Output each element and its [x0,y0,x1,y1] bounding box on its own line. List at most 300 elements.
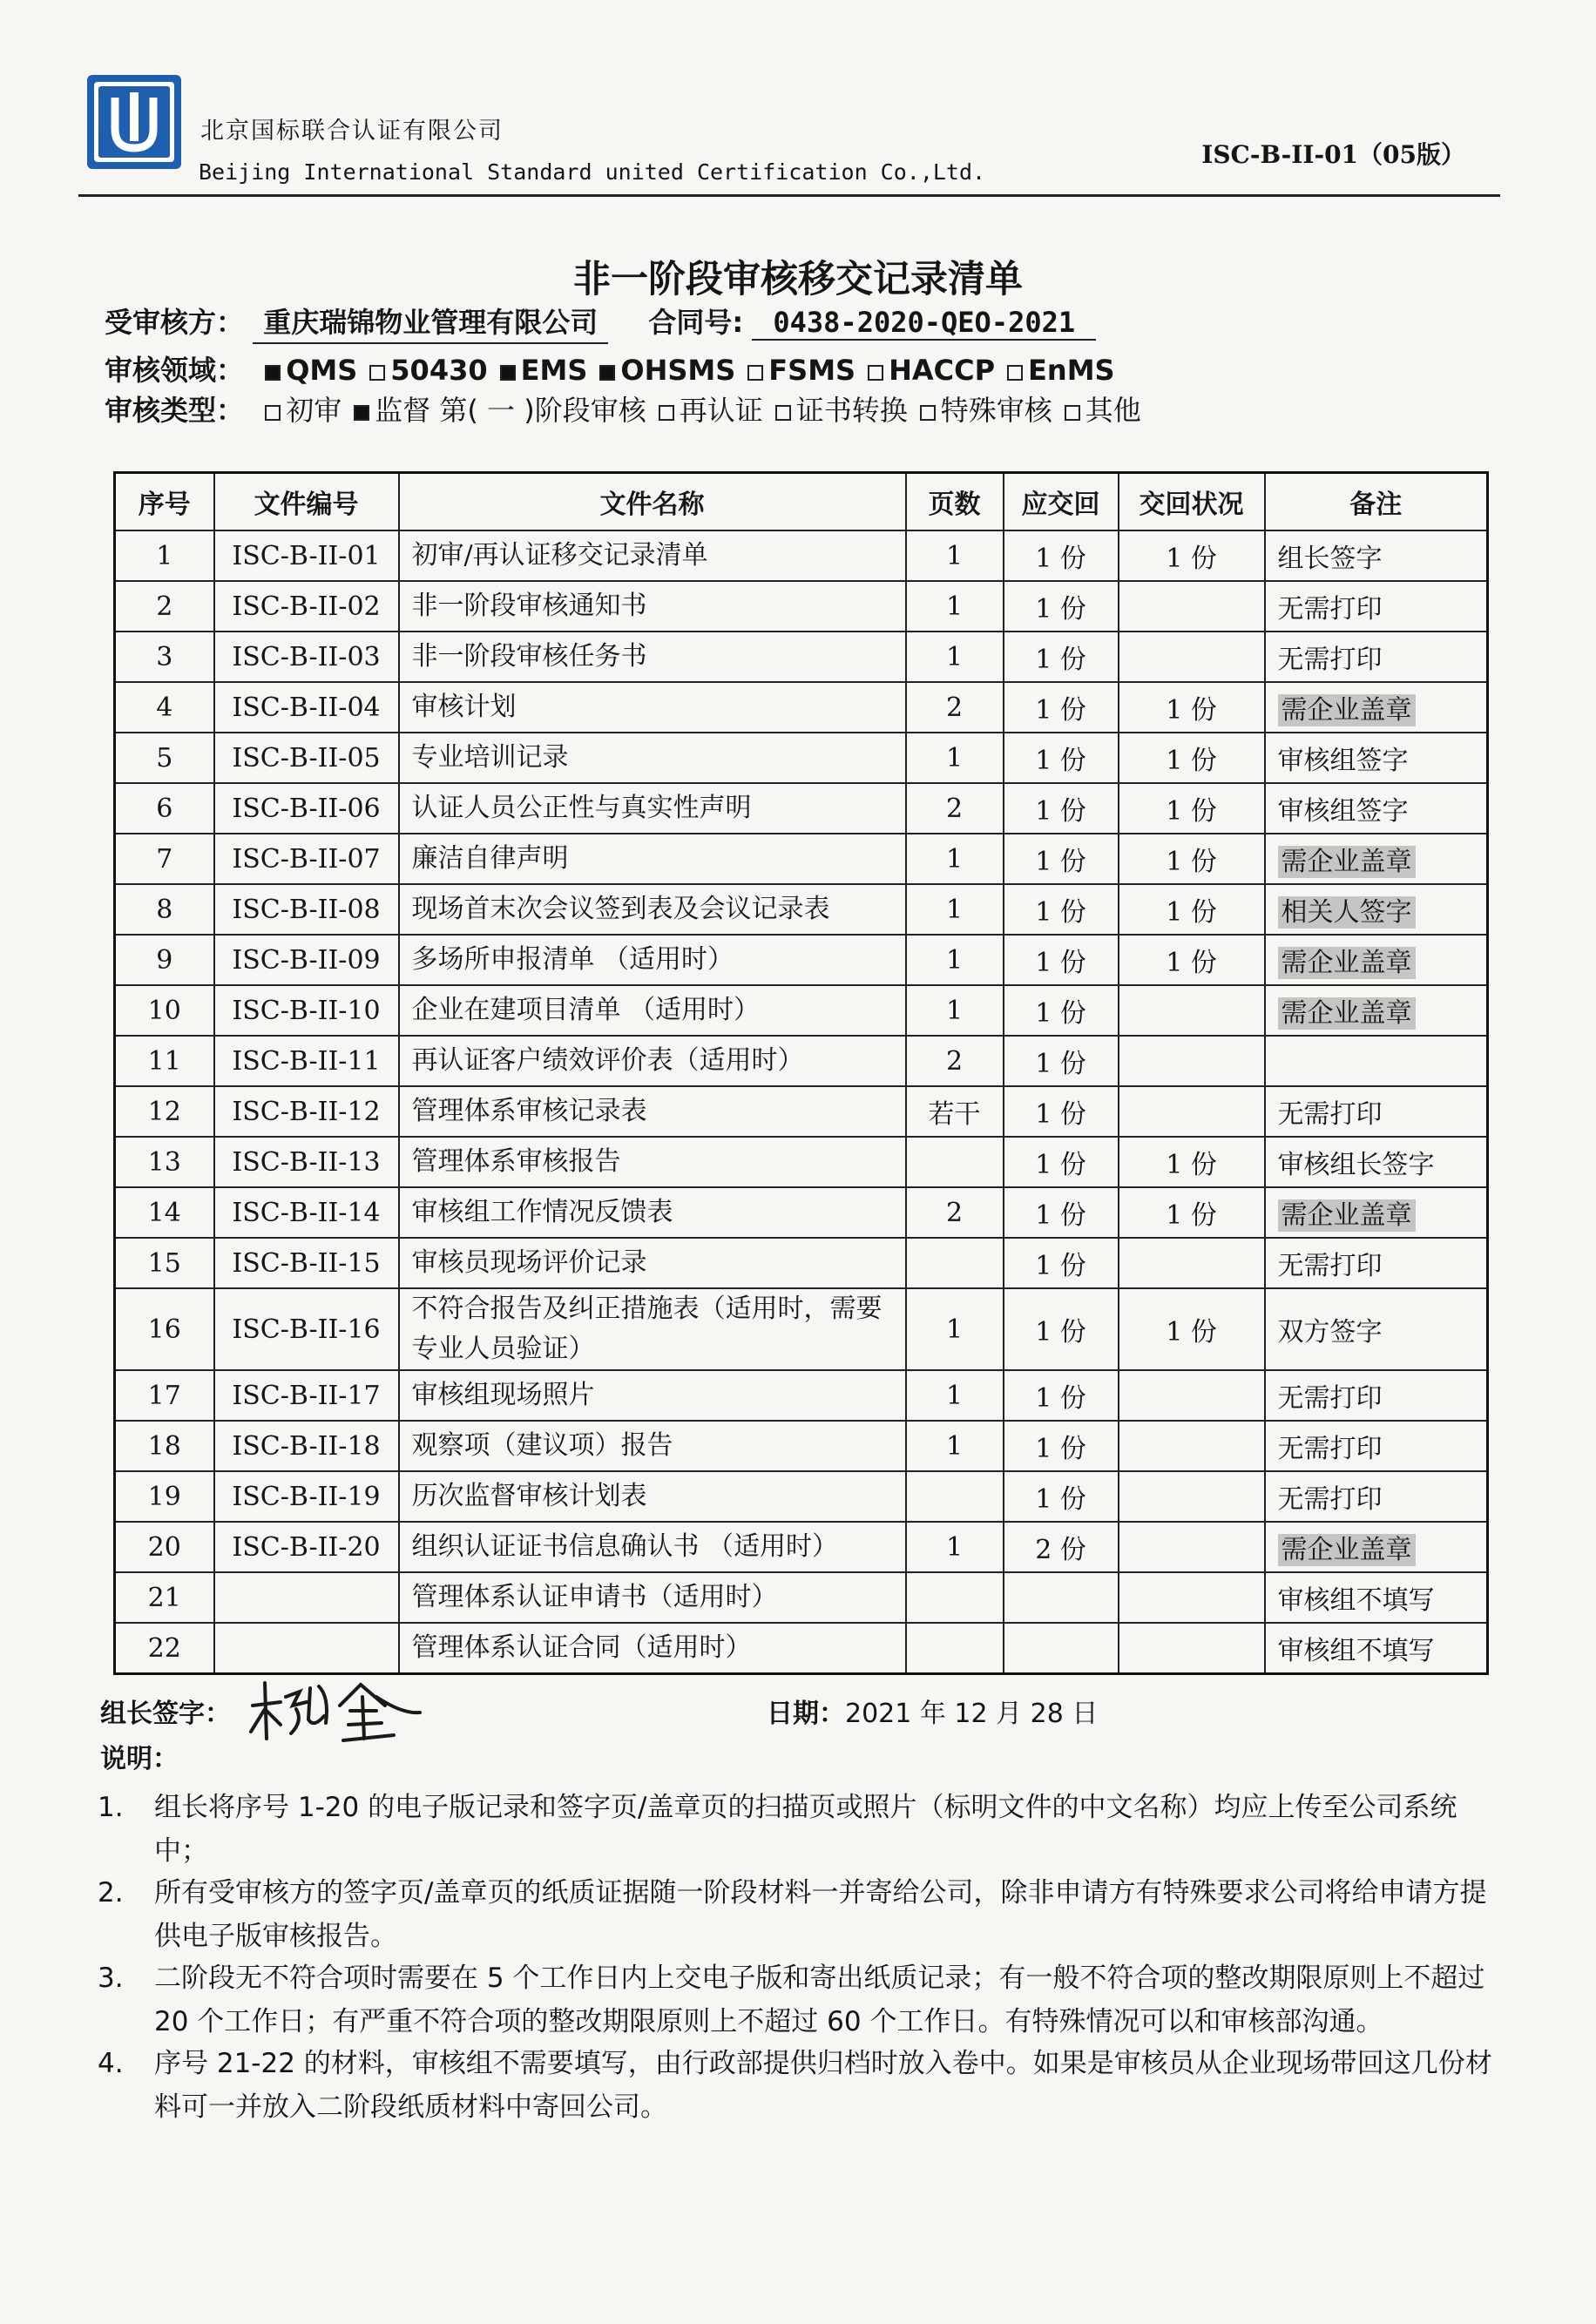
note-item-1 [98,1786,1500,1873]
returned-status-cell [1119,834,1265,884]
type-option [763,394,908,427]
file-code-cell [214,985,399,1036]
row-number-cell [115,1086,214,1137]
file-name: 审核组现场照片 [411,1380,595,1410]
file-name: 认证人员公正性与真实性声明 [411,793,752,823]
file-code-cell [214,1623,399,1674]
date-label: 日期： [767,1699,845,1729]
file-name-cell [399,1572,906,1623]
date-value: 2021 年 12 月 28 日 [845,1699,1099,1729]
checkbox-checked-icon [500,365,516,381]
remark-cell [1265,1471,1488,1522]
remark-cell [1265,884,1488,935]
file-code-cell [214,834,399,884]
remark: 双方签字 [1277,1317,1383,1348]
row-number-cell [115,985,214,1036]
returned-status-cell [1119,1086,1265,1137]
file-code: ISC-B-II-02 [232,591,381,622]
page-count: 1 [945,1380,964,1411]
type-option [1052,394,1141,427]
file-name: 不符合报告及纠正措施表（适用时，需要专业人员验证） [411,1294,883,1364]
row-number: 4 [156,692,173,723]
file-name-cell [399,1522,906,1572]
row-number: 3 [156,641,173,672]
note-item-4 [98,2042,1500,2129]
row-number-cell [115,733,214,783]
row-number: 18 [147,1430,181,1462]
auditee-value: 重庆瑞锦物业管理有限公司 [253,301,608,344]
page-count-cell [906,1572,1004,1623]
page-count-cell [906,733,1004,783]
remark-cell [1265,1421,1488,1471]
file-code-cell [214,1137,399,1187]
contract-label: 合同号: [648,306,744,339]
file-code: ISC-B-II-09 [232,944,381,976]
table-row [115,1370,1488,1421]
page-count: 1 [945,540,964,571]
page-count-cell [906,834,1004,884]
document-code: ISC-B-II-01（05版） [1201,140,1465,169]
file-name-cell [399,1471,906,1522]
file-name-cell [399,935,906,985]
returned-status-cell [1119,1370,1265,1421]
domain-option-label: 50430 [390,354,488,387]
page-count: 1 [945,1430,964,1462]
due-count: 1 份 [1035,1049,1086,1079]
page-count: 2 [945,1045,964,1077]
row-number: 8 [156,894,173,925]
row-number-cell [115,1036,214,1086]
file-code-cell [214,1086,399,1137]
due-count-cell [1004,1471,1119,1522]
page-count-cell [906,1522,1004,1572]
checkbox-empty-icon [920,405,936,421]
remark: 审核组长签字 [1277,1150,1435,1180]
file-code: ISC-B-II-06 [232,793,381,824]
due-count: 1 份 [1035,645,1086,675]
domain-option [357,354,487,387]
returned-status-cell [1119,1137,1265,1187]
remark: 审核组不填写 [1277,1636,1435,1666]
page-count-cell [906,783,1004,834]
note-item-2 [98,1871,1500,1958]
note-number: 2. [98,1877,124,1909]
type-option-label: 初审 [286,394,342,427]
file-code-cell [214,733,399,783]
returned-status: 1 份 [1166,746,1217,776]
table-row [115,935,1488,985]
remark: 需企业盖章 [1278,694,1416,726]
type-option [908,394,1052,427]
due-count-cell [1004,1572,1119,1623]
due-count: 1 份 [1035,1251,1086,1281]
due-count-cell [1004,783,1119,834]
remark: 无需打印 [1277,1099,1383,1130]
domain-option-label: OHSMS [620,354,736,387]
file-code: ISC-B-II-12 [232,1096,381,1127]
page-count: 1 [945,843,964,875]
domain-option [488,354,588,387]
page-count: 若干 [928,1099,981,1130]
returned-status-cell [1119,733,1265,783]
returned-status-cell [1119,682,1265,733]
row-number: 11 [147,1045,181,1077]
table-row [115,733,1488,783]
returned-status-cell [1119,1288,1265,1370]
domain-option [855,354,995,387]
file-name-cell [399,733,906,783]
row-number-cell [115,581,214,632]
checkbox-empty-icon [1007,365,1023,381]
page-count: 1 [945,1314,964,1345]
file-code-cell [214,1421,399,1471]
file-code: ISC-B-II-01 [232,540,381,571]
row-number: 21 [147,1582,181,1613]
remark: 需企业盖章 [1278,1199,1416,1232]
row-number: 22 [147,1632,181,1664]
row-number: 19 [147,1481,181,1512]
file-name: 非一阶段审核通知书 [411,591,647,621]
table-row [115,632,1488,682]
due-count: 1 份 [1035,544,1086,574]
due-count: 1 份 [1035,1434,1086,1464]
row-number: 2 [156,591,173,622]
domain-option [735,354,855,387]
remark-cell [1265,1187,1488,1238]
file-code-cell [214,1370,399,1421]
remark: 无需打印 [1277,1383,1383,1414]
note-number: 4. [98,2048,124,2079]
due-count: 1 份 [1035,1484,1086,1515]
remark-cell [1265,1572,1488,1623]
remark: 审核组不填写 [1277,1585,1435,1616]
file-name-cell [399,1137,906,1187]
note-text: 组长将序号 1-20 的电子版记录和签字页/盖章页的扫描页或照片（标明文件的中文名称）均应上传至公司系统中； [154,1792,1457,1867]
row-number-cell [115,530,214,581]
file-name: 历次监督审核计划表 [411,1481,647,1511]
remark-cell [1265,985,1488,1036]
file-name-cell [399,530,906,581]
file-name: 再认证客户绩效评价表（适用时） [411,1045,804,1076]
due-count: 1 份 [1035,1317,1086,1348]
file-code-cell [214,1572,399,1623]
file-code-cell [214,783,399,834]
remark: 无需打印 [1277,1434,1383,1464]
returned-status: 1 份 [1166,897,1217,928]
due-count: 1 份 [1035,695,1086,726]
date-line [767,1692,1098,1730]
company-name-cn: 北京国标联合认证有限公司 [200,118,504,145]
file-code: ISC-B-II-05 [232,742,381,774]
table-row [115,1187,1488,1238]
remark-cell [1265,834,1488,884]
returned-status-cell [1119,1036,1265,1086]
file-code-cell [214,1522,399,1572]
table-row [115,884,1488,935]
remark-cell [1265,581,1488,632]
page-count-cell [906,884,1004,935]
file-code-cell [214,1187,399,1238]
row-number-cell [115,1238,214,1288]
page-count-cell [906,1288,1004,1370]
type-option [342,394,646,427]
returned-status-cell [1119,1421,1265,1471]
note-item-3 [98,1956,1500,2044]
table-row [115,985,1488,1036]
table-row [115,783,1488,834]
table-row [115,1522,1488,1572]
col-header-due: 应交回 [1004,473,1119,531]
audit-type-line [105,388,1141,429]
table-row [115,581,1488,632]
page-count-cell [906,530,1004,581]
returned-status-cell [1119,1572,1265,1623]
remark-cell [1265,1137,1488,1187]
page-count-cell [906,1137,1004,1187]
file-name-cell [399,1370,906,1421]
row-number: 6 [156,793,173,824]
remark-cell [1265,632,1488,682]
type-option-label: 证书转换 [795,394,908,427]
type-option-label: 监督 第( 一 )阶段审核 [375,394,646,427]
page-count-cell [906,1370,1004,1421]
due-count-cell [1004,834,1119,884]
row-number: 5 [156,742,173,774]
domain-option-label: FSMS [768,354,856,387]
file-code: ISC-B-II-11 [232,1045,381,1077]
file-code: ISC-B-II-18 [232,1430,381,1462]
row-number: 1 [156,540,173,571]
returned-status-cell [1119,1623,1265,1674]
auditee-line [105,301,1096,344]
page-count-cell [906,581,1004,632]
type-option-label: 特殊审核 [940,394,1052,427]
due-count: 1 份 [1035,948,1086,978]
row-number-cell [115,834,214,884]
page-count-cell [906,1421,1004,1471]
due-count-cell [1004,1137,1119,1187]
remark: 需企业盖章 [1278,947,1416,979]
file-name: 审核员现场评价记录 [411,1247,647,1278]
row-number-cell [115,1572,214,1623]
due-count-cell [1004,884,1119,935]
page-count-cell [906,1187,1004,1238]
returned-status: 1 份 [1166,948,1217,978]
due-count-cell [1004,733,1119,783]
row-number-cell [115,1137,214,1187]
table-row [115,834,1488,884]
domain-option [253,354,357,387]
col-header-pages: 页数 [906,473,1004,531]
file-name-cell [399,1036,906,1086]
page-count: 1 [945,1531,964,1563]
file-code-cell [214,530,399,581]
file-code-cell [214,935,399,985]
file-code: ISC-B-II-13 [232,1146,381,1178]
table-row [115,1036,1488,1086]
type-option-label: 其他 [1085,394,1141,427]
note-number: 1. [98,1792,124,1823]
file-code: ISC-B-II-03 [232,641,381,672]
returned-status: 1 份 [1166,796,1217,827]
file-name-cell [399,632,906,682]
due-count-cell [1004,632,1119,682]
checkbox-empty-icon [265,405,281,421]
leader-signature-label: 组长签字： [100,1699,231,1729]
handwritten-signature [246,1671,429,1749]
remark-cell [1265,1086,1488,1137]
file-name: 初审/再认证移交记录清单 [411,540,708,571]
page-count: 1 [945,894,964,925]
page-count: 2 [945,1197,964,1228]
remark: 无需打印 [1277,594,1383,625]
file-code-cell [214,884,399,935]
due-count: 1 份 [1035,1200,1086,1231]
page-count-cell [906,1471,1004,1522]
file-code-cell [214,1036,399,1086]
file-code-cell [214,632,399,682]
page-count-cell [906,1086,1004,1137]
file-name-cell [399,581,906,632]
file-code-cell [214,1238,399,1288]
row-number-cell [115,632,214,682]
file-name: 廉洁自律声明 [411,843,569,874]
checkbox-empty-icon [1065,405,1080,421]
due-count-cell [1004,1086,1119,1137]
remark: 审核组签字 [1277,746,1409,776]
page-count-cell [906,985,1004,1036]
file-code: ISC-B-II-04 [232,692,381,723]
checkbox-empty-icon [659,405,674,421]
row-number: 7 [156,843,173,875]
remark-cell [1265,935,1488,985]
due-count: 1 份 [1035,847,1086,877]
type-option [253,394,342,427]
domain-option-label: QMS [286,354,358,387]
handover-table [113,471,1489,1675]
checkbox-checked-icon [599,365,615,381]
due-count-cell [1004,1623,1119,1674]
remark-cell [1265,530,1488,581]
col-header-status: 交回状况 [1119,473,1265,531]
domain-option-label: EMS [520,354,588,387]
row-number: 13 [147,1146,181,1178]
document-title: 非一阶段审核移交记录清单 [573,258,1023,301]
row-number: 17 [147,1380,181,1411]
file-code: ISC-B-II-19 [232,1481,381,1512]
file-code-cell [214,682,399,733]
header-divider [78,194,1500,197]
file-code: ISC-B-II-08 [232,894,381,925]
due-count-cell [1004,935,1119,985]
table-header-row [115,473,1488,531]
page-count: 2 [945,793,964,824]
file-code: ISC-B-II-17 [232,1380,381,1411]
due-count: 1 份 [1035,594,1086,625]
domain-option-label: HACCP [889,354,996,387]
returned-status-cell [1119,1238,1265,1288]
checkbox-empty-icon [369,365,385,381]
page-count: 1 [945,641,964,672]
due-count: 1 份 [1035,998,1086,1029]
checkbox-empty-icon [868,365,883,381]
file-name-cell [399,1421,906,1471]
page-count: 1 [945,995,964,1026]
row-number-cell [115,1471,214,1522]
row-number-cell [115,682,214,733]
due-count: 1 份 [1035,1150,1086,1180]
remark-cell [1265,682,1488,733]
remark: 组长签字 [1277,544,1383,574]
row-number-cell [115,1623,214,1674]
table-row [115,530,1488,581]
file-name: 审核计划 [411,692,517,722]
row-number-cell [115,783,214,834]
company-logo-icon [85,73,183,171]
returned-status-cell [1119,1471,1265,1522]
checkbox-empty-icon [775,405,791,421]
returned-status-cell [1119,1187,1265,1238]
col-header-no: 序号 [115,473,214,531]
due-count: 1 份 [1035,796,1086,827]
page-count: 2 [945,692,964,723]
file-code-cell [214,1288,399,1370]
file-name: 观察项（建议项）报告 [411,1430,673,1461]
row-number: 12 [147,1096,181,1127]
due-count-cell [1004,581,1119,632]
row-number: 15 [147,1247,181,1279]
file-name-cell [399,985,906,1036]
note-text: 序号 21-22 的材料，审核组不需要填写，由行政部提供归档时放入卷中。如果是审核员从企业现场带回这几份材料可一并放入二阶段纸质材料中寄回公司。 [154,2048,1492,2123]
row-number-cell [115,1421,214,1471]
col-header-code: 文件编号 [214,473,399,531]
table-row [115,1137,1488,1187]
due-count: 1 份 [1035,1099,1086,1130]
due-count-cell [1004,1288,1119,1370]
page-count: 1 [945,944,964,976]
file-name: 专业培训记录 [411,742,569,773]
table-row [115,1623,1488,1674]
file-name: 管理体系审核记录表 [411,1096,647,1126]
file-code-cell [214,581,399,632]
row-number-cell [115,935,214,985]
file-name-cell [399,884,906,935]
checkbox-checked-icon [265,365,281,381]
remark: 无需打印 [1277,1484,1383,1515]
row-number-cell [115,1370,214,1421]
returned-status-cell [1119,581,1265,632]
row-number: 9 [156,944,173,976]
returned-status: 1 份 [1166,1200,1217,1231]
file-name: 管理体系审核报告 [411,1146,621,1177]
row-number-cell [115,1187,214,1238]
file-name-cell [399,1288,906,1370]
remark-cell [1265,1238,1488,1288]
checkbox-empty-icon [747,365,763,381]
file-name: 企业在建项目清单 （适用时） [411,995,761,1025]
page-count-cell [906,682,1004,733]
page-count-cell [906,1623,1004,1674]
table-row [115,1086,1488,1137]
remark: 审核组签字 [1277,796,1409,827]
due-count-cell [1004,1036,1119,1086]
audit-type-label: 审核类型： [105,394,245,427]
note-text: 所有受审核方的签字页/盖章页的纸质证据随一阶段材料一并寄给公司，除非申请方有特殊要求公司将给申请方提供电子版审核报告。 [154,1877,1487,1952]
returned-status-cell [1119,935,1265,985]
row-number: 20 [147,1531,181,1563]
domain-option [995,354,1115,387]
file-name-cell [399,682,906,733]
